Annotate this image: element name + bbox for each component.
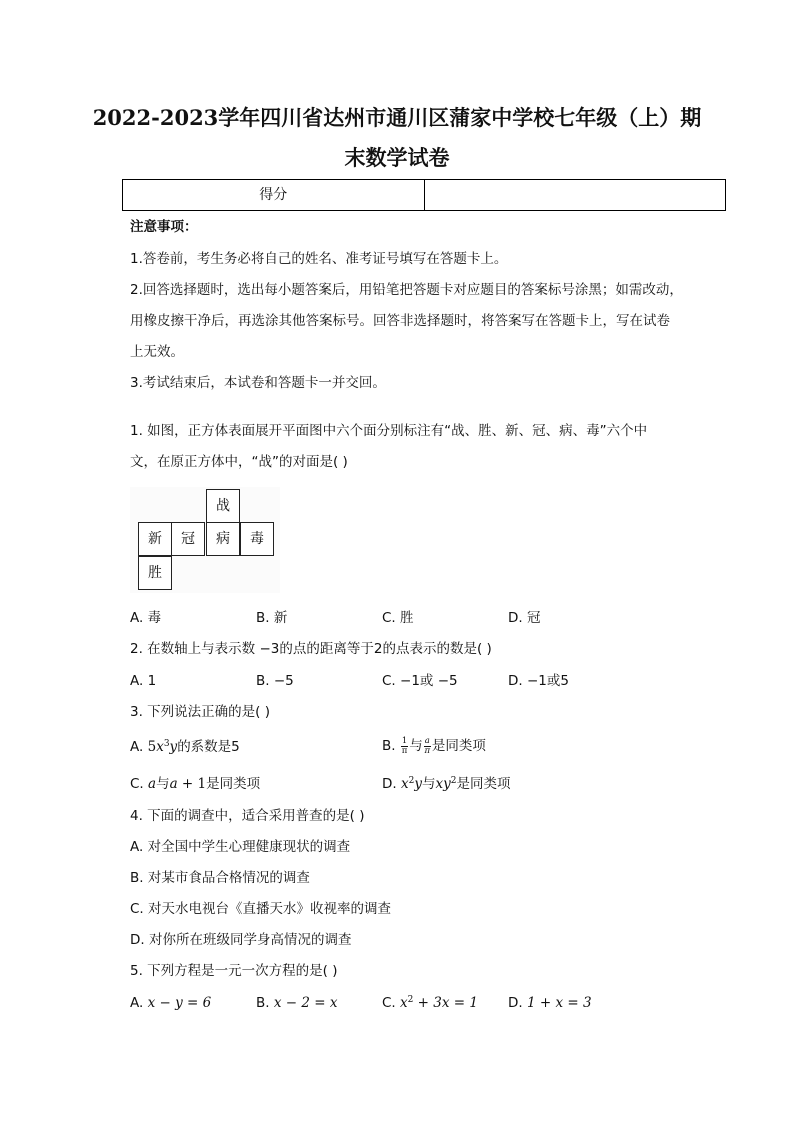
q2-option-d[interactable]: D. −1或5 [508, 673, 569, 689]
q5-c-e: 2 [407, 995, 414, 1005]
q3-b-frac-2 [424, 737, 431, 756]
score-label: 得分 [259, 187, 288, 203]
q5-a-label: A. [130, 995, 148, 1011]
net-cell-top: 战 [206, 489, 240, 523]
q5-option-a[interactable] [130, 993, 211, 1013]
q4-option-b[interactable]: B. 对某市食品合格情况的调查 [130, 870, 310, 886]
q1-option-d[interactable]: D. 冠 [508, 610, 541, 626]
q3-d-label: D. [382, 776, 401, 792]
q3-b-frac-1 [401, 737, 408, 756]
q5-b-label: B. [256, 995, 274, 1011]
net-cell-bottom: 胜 [138, 556, 172, 590]
q3-b-frac-2-num: a [424, 735, 430, 746]
q3-option-b[interactable] [382, 736, 486, 756]
page-title-line-2: 末数学试卷 [344, 145, 450, 170]
q1-option-b[interactable]: B. 新 [256, 610, 288, 626]
notice-line-2b: 用橡皮擦干净后，再选涂其他答案标号。回答非选择题时，将答案写在答题卡上，写在试卷 [130, 313, 670, 329]
q1-stem-line-1: 1. 如图，正方体表面展开平面图中六个面分别标注有“战、胜、新、冠、病、毒”六个中 [130, 423, 648, 439]
q1-option-c[interactable]: C. 胜 [382, 610, 414, 626]
q3-d-e1: 2 [408, 776, 415, 786]
q3-a-y: y [169, 739, 178, 755]
q3-a-label: A. [130, 739, 148, 755]
notice-heading: 注意事项： [130, 219, 198, 235]
q3-b-frac-1-den: π [401, 745, 408, 756]
notice-line-3: 3.考试结束后，本试卷和答题卡一并交回。 [130, 375, 386, 391]
q4-option-d[interactable]: D. 对你所在班级同学身高情况的调查 [130, 932, 352, 948]
q5-option-b[interactable] [256, 993, 337, 1013]
q2-option-a[interactable]: A. 1 [130, 673, 157, 689]
q3-d-y1: y [414, 776, 422, 792]
q5-option-d[interactable] [508, 993, 592, 1013]
q2-stem: 2. 在数轴上与表示数 −3的点的距离等于2的点表示的数是( ) [130, 641, 492, 657]
page-title-line-1: 2022-2023学年四川省达州市通川区蒲家中学校七年级（上）期 [92, 105, 702, 130]
q5-d-label: D. [508, 995, 527, 1011]
q3-c-plus: + 1 [177, 776, 207, 792]
net-cell-3: 病 [206, 522, 240, 556]
q3-a-coef: 5 [147, 739, 157, 755]
q3-d-x2: xy [435, 776, 451, 792]
q3-d-x1: x [400, 776, 409, 792]
q5-stem: 5. 下列方程是一元一次方程的是( ) [130, 963, 338, 979]
notice-line-2c: 上无效。 [130, 344, 184, 360]
q3-option-d[interactable] [382, 774, 510, 794]
q3-d-mid: 与 [421, 776, 436, 792]
q3-c-text: 是同类项 [206, 776, 261, 792]
q3-a-text: 的系数是5 [177, 739, 240, 755]
q2-option-c[interactable]: C. −1或 −5 [382, 673, 458, 689]
q4-stem: 4. 下面的调查中，适合采用普查的是( ) [130, 808, 365, 824]
q3-c-a2: a [169, 776, 178, 792]
q1-stem-line-2: 文，在原正方体中，“战”的对面是( ) [130, 454, 348, 470]
notice-line-2a: 2.回答选择题时，选出每小题答案后，用铅笔把答题卡对应题目的答案标号涂黑；如需改动， [130, 282, 683, 298]
q4-option-c[interactable]: C. 对天水电视台《直播天水》收视率的调查 [130, 901, 392, 917]
q5-option-c[interactable] [382, 993, 478, 1013]
q3-d-e2: 2 [450, 776, 457, 786]
q3-c-mid: 与 [156, 776, 170, 792]
q3-b-frac-2-den: π [424, 745, 431, 756]
q5-b-eq: x − 2 = x [273, 995, 338, 1011]
q5-d-eq: 1 + x = 3 [526, 995, 592, 1011]
q3-option-a[interactable] [130, 737, 240, 757]
q4-option-a[interactable]: A. 对全国中学生心理健康现状的调查 [130, 839, 351, 855]
q3-b-frac-1-num: 1 [401, 735, 408, 746]
q3-b-mid: 与 [409, 738, 423, 754]
q3-b-text: 是同类项 [431, 738, 486, 754]
score-table [122, 179, 726, 211]
q3-a-x: x [156, 739, 164, 755]
q5-c-x: x [400, 995, 408, 1011]
q5-c-label: C. [382, 995, 401, 1011]
q3-stem: 3. 下列说法正确的是( ) [130, 704, 270, 720]
q3-d-text: 是同类项 [456, 776, 511, 792]
score-value[interactable] [424, 180, 726, 210]
net-cell-1: 新 [138, 522, 172, 556]
q5-a-eq: x − y = 6 [147, 995, 212, 1011]
net-cell-2: 冠 [171, 522, 205, 556]
cube-net-figure [130, 487, 280, 593]
q3-c-a1: a [148, 776, 157, 792]
notice-line-1: 1.答卷前，考生务必将自己的姓名、准考证号填写在答题卡上。 [130, 251, 508, 267]
q5-c-rest: + 3x = 1 [413, 995, 478, 1011]
q3-option-c[interactable] [130, 774, 260, 794]
q2-option-b[interactable]: B. −5 [256, 673, 294, 689]
q3-b-label: B. [382, 738, 400, 754]
q3-c-label: C. [130, 776, 149, 792]
net-cell-4: 毒 [240, 522, 274, 556]
q1-option-a[interactable]: A. 毒 [130, 610, 162, 626]
q3-a-exp: 3 [163, 739, 170, 749]
